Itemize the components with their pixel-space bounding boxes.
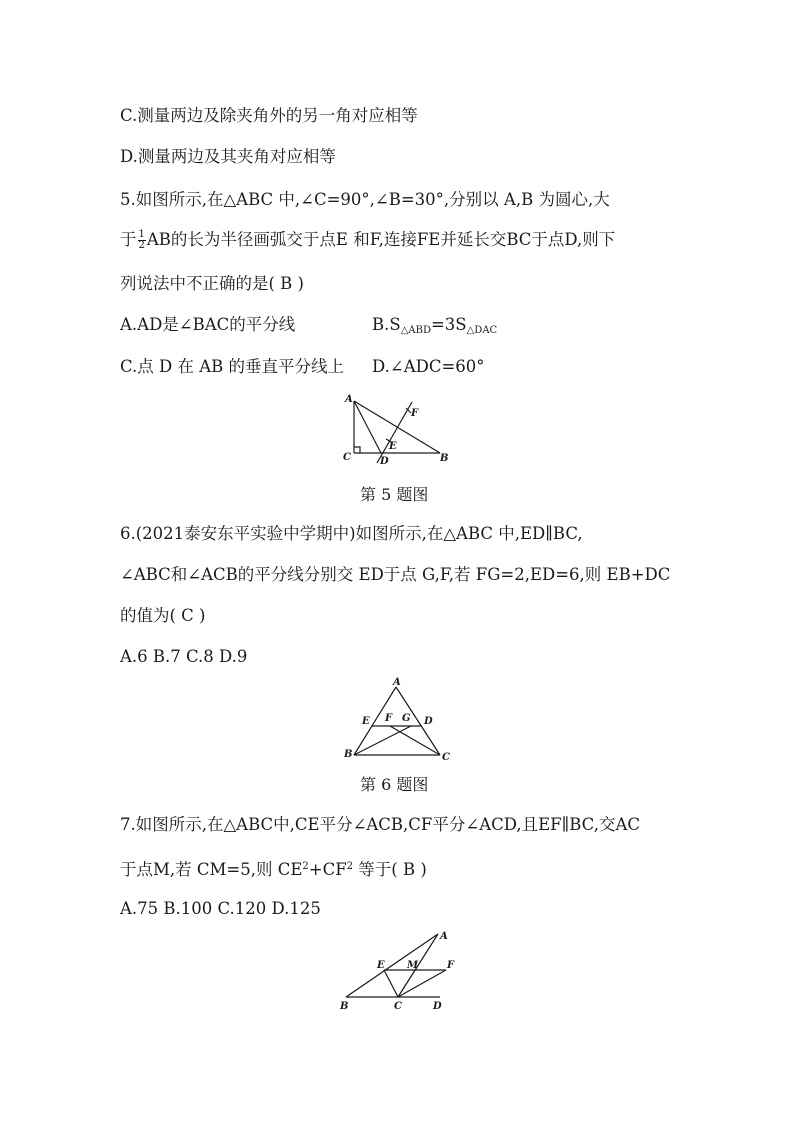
- label-b: B: [344, 749, 353, 760]
- q5-figure: [340, 390, 460, 468]
- q7-figure: [336, 926, 466, 1014]
- q7-sup1: 2: [302, 861, 309, 872]
- label-a: A: [345, 394, 353, 405]
- q5-option-b-sub1: △ABD: [400, 325, 431, 336]
- right-angle-mark: [354, 447, 360, 453]
- q5-option-b: [372, 313, 497, 343]
- label-a: A: [440, 931, 448, 942]
- fraction-numerator: 1: [138, 229, 145, 240]
- label-f: F: [411, 408, 419, 419]
- q4-option-c: C.测量两边及除夹角外的另一角对应相等: [120, 106, 418, 125]
- label-b: B: [340, 1001, 349, 1012]
- q6-figure-caption: 第 6 题图: [360, 775, 429, 794]
- q7-stem-post: 等于( B ): [353, 860, 427, 879]
- q7-stem-line1: 7.如图所示,在△ABC中,CE平分∠ACB,CF平分∠ACD,且EF∥BC,交AC: [120, 815, 640, 834]
- label-e: E: [362, 716, 370, 727]
- label-b: B: [440, 453, 449, 464]
- q5-stem-pre: 于: [120, 230, 137, 249]
- q7-stem-mid: +CF: [308, 860, 347, 879]
- q5-option-b-mid: =3S: [430, 315, 467, 334]
- q6-stem-line3: 的值为( C ): [120, 606, 206, 625]
- label-f: F: [385, 713, 393, 724]
- half-fraction: [138, 230, 146, 251]
- label-e: E: [377, 960, 385, 971]
- label-g: G: [402, 713, 411, 724]
- segment-cf: [398, 970, 446, 997]
- label-d: D: [433, 1001, 442, 1012]
- label-f: F: [447, 960, 455, 971]
- q5-stem-line1: 5.如图所示,在△ABC 中,∠C=90°,∠B=30°,分别以 A,B 为圆心,大: [120, 190, 610, 209]
- q6-figure: [340, 674, 460, 766]
- q5-stem-line2: [120, 228, 615, 252]
- fraction-denominator: 2: [138, 240, 145, 251]
- q5-option-a: A.AD是∠BAC的平分线: [120, 315, 296, 334]
- q7-options: A.75 B.100 C.120 D.125: [120, 899, 321, 918]
- q5-figure-caption: 第 5 题图: [360, 485, 429, 504]
- q5-option-b-pre: B.S: [372, 315, 401, 334]
- q6-options: A.6 B.7 C.8 D.9: [120, 647, 248, 666]
- segment-ce: [384, 970, 398, 997]
- q5-option-d: D.∠ADC=60°: [372, 357, 485, 376]
- q5-stem-line3: 列说法中不正确的是( B ): [120, 274, 304, 293]
- q4-option-d: D.测量两边及其夹角对应相等: [120, 147, 336, 166]
- q7-sup2: 2: [346, 861, 354, 872]
- label-a: A: [393, 677, 401, 688]
- q7-stem-line2: [120, 855, 427, 882]
- segment-ba: [346, 934, 438, 997]
- q7-stem-pre: 于点M,若 CM=5,则 CE: [120, 860, 303, 879]
- label-d: D: [380, 456, 389, 467]
- q5-stem-post: AB的长为半径画弧交于点E 和F,连接FE并延长交BC于点D,则下: [146, 230, 616, 249]
- label-m: M: [407, 960, 419, 971]
- q6-stem-line2: ∠ABC和∠ACB的平分线分别交 ED于点 G,F,若 FG=2,ED=6,则 EB+DC: [120, 565, 671, 584]
- label-c: C: [442, 752, 450, 763]
- q5-option-c: C.点 D 在 AB 的垂直平分线上: [120, 357, 345, 376]
- label-d: D: [424, 716, 433, 727]
- q6-stem-line1: 6.(2021泰安东平实验中学期中)如图所示,在△ABC 中,ED∥BC,: [120, 524, 583, 543]
- q5-option-b-sub2: △DAC: [466, 325, 498, 336]
- label-c: C: [394, 1001, 402, 1012]
- bisector-c: [390, 726, 440, 755]
- label-c: C: [343, 452, 351, 463]
- label-e: E: [389, 441, 397, 452]
